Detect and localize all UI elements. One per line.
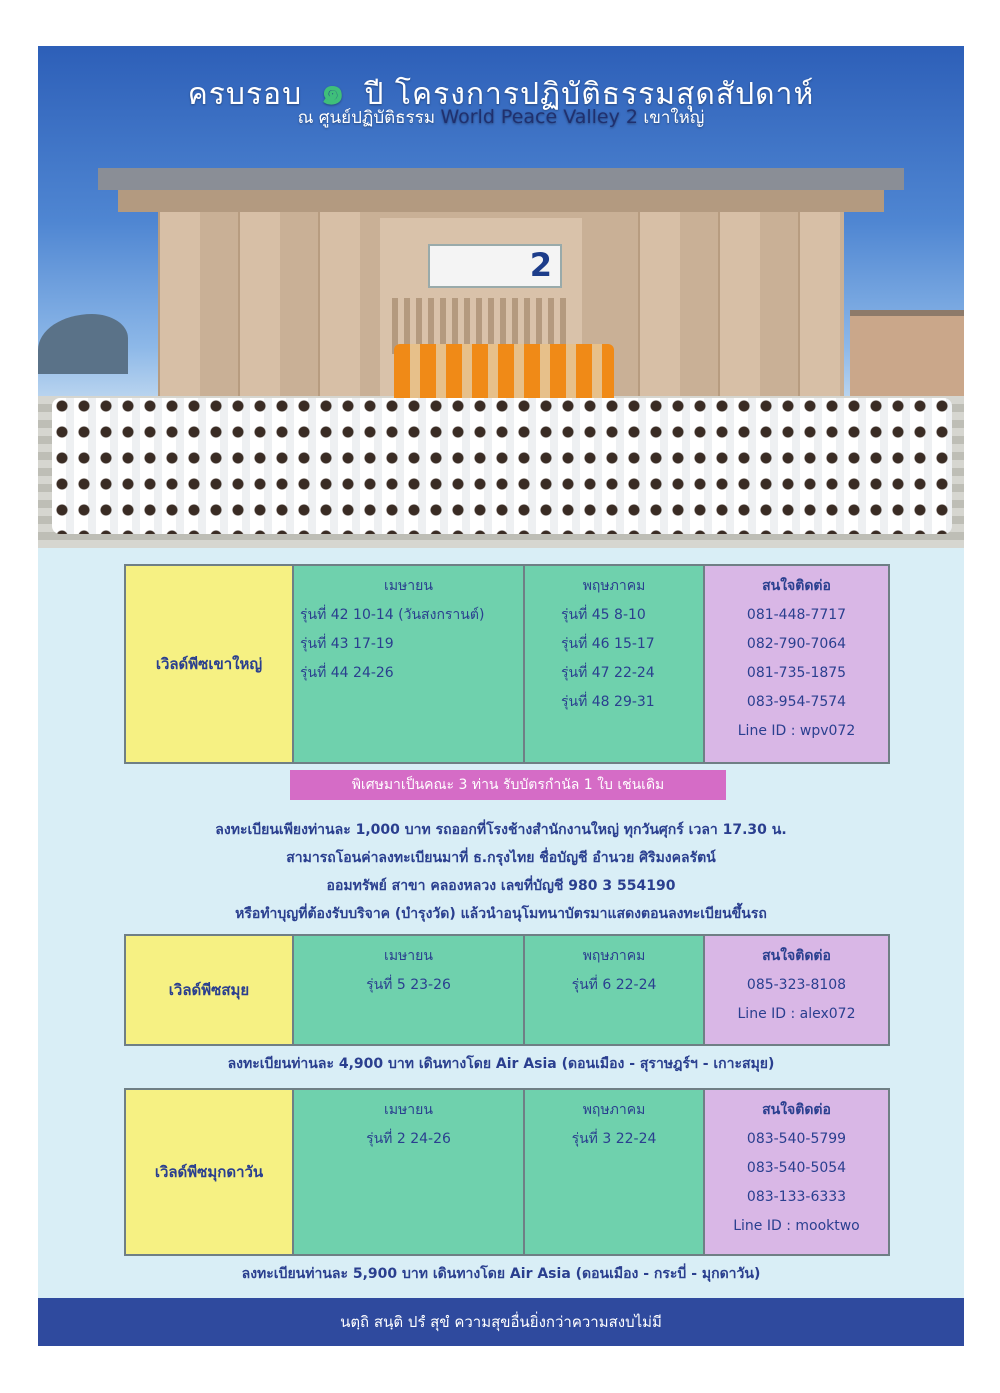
month-label: พฤษภาคม: [582, 1102, 646, 1118]
contact-label: สนใจติดต่อ: [762, 1102, 831, 1118]
subtitle-suffix: เขาใหญ่: [643, 108, 705, 128]
phone-number: 081-735-1875: [746, 665, 847, 681]
building-pillar: [638, 212, 680, 422]
info-line: หรือทำบุญที่ต้องรับบริจาค (บำรุงวัด) แล้วนำอนุโมทนาบัตรมาแสดงตอนลงทะเบียนขึ้นรถ: [235, 906, 767, 922]
mookdawan-registration-info: [38, 1260, 964, 1288]
subtitle-venue: World Peace Valley 2: [440, 106, 638, 128]
building-pillar: [718, 212, 760, 422]
batch-row: รุ่นที่ 6 22-24: [571, 977, 657, 993]
crowd-group: [52, 398, 952, 534]
april-column: [294, 566, 523, 762]
venue-name: เวิลด์พีซมุกดาวัน: [126, 1090, 292, 1254]
phone-number: 081-448-7717: [746, 607, 847, 623]
building-sign: [428, 244, 562, 288]
may-column: [525, 936, 703, 1044]
title-prefix: ครบรอบ: [187, 77, 303, 112]
april-column: [294, 1090, 523, 1254]
phone-number: 083-954-7574: [746, 694, 847, 710]
batch-row: รุ่นที่ 42 10-14 (วันสงกรานต์): [300, 607, 485, 623]
poster: [38, 46, 964, 1346]
line-id: Line ID : wpv072: [737, 723, 856, 739]
line-id: Line ID : alex072: [737, 1006, 856, 1022]
batch-row: รุ่นที่ 44 24-26: [300, 665, 394, 681]
venue-name: เวิลด์พีซเขาใหญ่: [126, 566, 292, 762]
building-pillar: [798, 212, 840, 422]
khaoyai-schedule-table: [124, 564, 890, 764]
may-column: [525, 566, 703, 762]
info-line: สามารถโอนค่าลงทะเบียนมาที่ ธ.กรุงไทย ชื่อบัญชี อำนวย ศิริมงคลรัตน์: [286, 850, 716, 866]
phone-number: 083-133-6333: [746, 1189, 847, 1205]
april-column: [294, 936, 523, 1044]
monks-group: [394, 344, 614, 404]
title-suffix: ปี โครงการปฏิบัติธรรมสุดสัปดาห์: [364, 77, 815, 112]
building-pillar: [238, 212, 280, 422]
khaoyai-registration-info: [38, 816, 964, 928]
mookdawan-schedule-table: [124, 1088, 890, 1256]
contact-column: [705, 1090, 888, 1254]
contact-column: [705, 936, 888, 1044]
samui-registration-info: [38, 1050, 964, 1078]
batch-row: รุ่นที่ 45 8-10: [561, 607, 646, 623]
samui-schedule-table: [124, 934, 890, 1046]
may-column: [525, 1090, 703, 1254]
contact-label: สนใจติดต่อ: [762, 578, 831, 594]
building-pillar: [158, 212, 200, 422]
month-label: พฤษภาคม: [582, 948, 646, 964]
building-pillar: [318, 212, 360, 422]
venue-name: เวิลด์พีซสมุย: [126, 936, 292, 1044]
hero-photo: [38, 46, 964, 548]
anniversary-number: ๑: [320, 69, 346, 113]
batch-row: รุ่นที่ 46 15-17: [561, 636, 655, 652]
batch-row: รุ่นที่ 43 17-19: [300, 636, 394, 652]
building-fascia: [118, 190, 884, 212]
line-id: Line ID : mooktwo: [733, 1218, 860, 1234]
phone-number: 083-540-5799: [746, 1131, 847, 1147]
building-roof: [98, 168, 904, 190]
footer-motto: นตฺถิ สนฺติ ปรํ สุขํ ความสุขอื่นยิ่งกว่าความสงบไม่มี: [38, 1298, 964, 1346]
batch-row: รุ่นที่ 2 24-26: [366, 1131, 451, 1147]
phone-number: 083-540-5054: [746, 1160, 847, 1176]
month-label: เมษายน: [384, 1102, 433, 1118]
contact-label: สนใจติดต่อ: [762, 948, 831, 964]
promo-banner: พิเศษมาเป็นคณะ 3 ท่าน รับบัตรกำนัล 1 ใบ เช่นเดิม: [290, 770, 726, 800]
batch-row: รุ่นที่ 47 22-24: [561, 665, 655, 681]
info-line: ออมทรัพย์ สาขา คลองหลวง เลขที่บัญชี 980 3 554190: [326, 878, 676, 894]
poster-subtitle: [38, 104, 964, 131]
side-building: [850, 310, 964, 406]
batch-row: รุ่นที่ 5 23-26: [366, 977, 451, 993]
info-line: ลงทะเบียนท่านละ 5,900 บาท เดินทางโดย Air Asia (ดอนเมือง - กระบี่ - มุกดาวัน): [241, 1266, 761, 1282]
month-label: เมษายน: [384, 948, 433, 964]
batch-row: รุ่นที่ 48 29-31: [561, 694, 655, 710]
batch-row: รุ่นที่ 3 22-24: [571, 1131, 657, 1147]
mountain: [38, 314, 128, 374]
subtitle-prefix: ณ ศูนย์ปฏิบัติธรรม: [297, 108, 436, 128]
month-label: พฤษภาคม: [582, 578, 646, 594]
contact-column: [705, 566, 888, 762]
phone-number: 082-790-7064: [746, 636, 847, 652]
info-line: ลงทะเบียนท่านละ 4,900 บาท เดินทางโดย Air Asia (ดอนเมือง - สุราษฎร์ฯ - เกาะสมุย): [227, 1056, 775, 1072]
info-line: ลงทะเบียนเพียงท่านละ 1,000 บาท รถออกที่โรงช้างสำนักงานใหญ่ ทุกวันศุกร์ เวลา 17.30 น.: [215, 822, 787, 838]
building-sign-number: 2: [529, 246, 552, 284]
month-label: เมษายน: [384, 578, 433, 594]
phone-number: 085-323-8108: [746, 977, 847, 993]
